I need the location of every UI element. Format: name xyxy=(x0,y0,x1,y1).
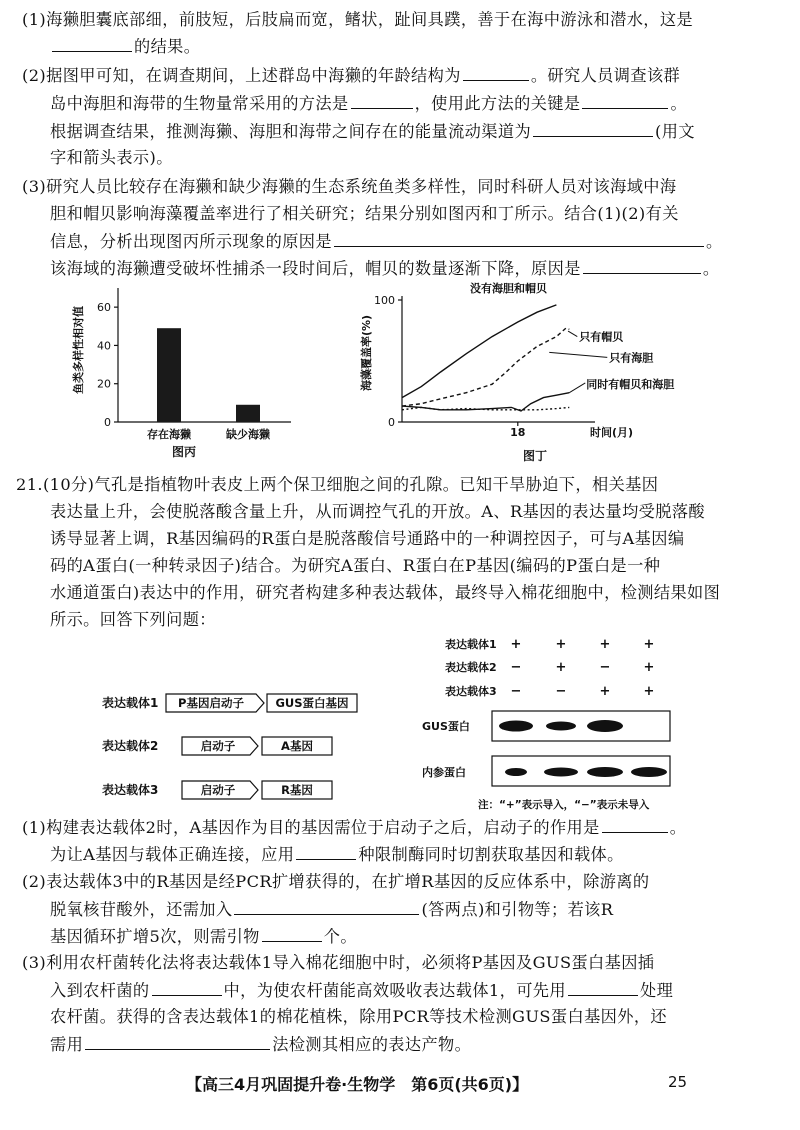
answer-blank[interactable] xyxy=(85,1036,270,1050)
q20-p3-line4: 该海域的海獭遭受破坏性捕杀一段时间后，帽贝的数量逐渐下降，原因是 。 xyxy=(50,259,720,278)
bing-category-label: 存在海獭 xyxy=(147,428,191,441)
answer-blank[interactable] xyxy=(351,95,413,109)
ding-leader-line xyxy=(568,331,577,337)
q21-s1-line1: (1)构建表达载体2时，A基因作为目的基因需位于启动子之后，启动子的作用是 。 xyxy=(22,818,687,837)
blot-sign: − xyxy=(510,660,522,675)
bing-ytick-label: 60 xyxy=(97,301,111,315)
figure-ding-line-chart xyxy=(350,278,710,463)
bing-bar xyxy=(157,328,181,422)
ref-band-lane2 xyxy=(544,768,578,777)
vector-3-promoter: 启动子 xyxy=(200,783,236,797)
ding-xtick-label: 18 xyxy=(510,426,526,439)
q21-line2: 表达量上升，会使脱落酸含量上升，从而调控气孔的开放。A、R基因的表达量均受脱落酸 xyxy=(50,502,705,521)
page-number: 25 xyxy=(668,1073,688,1091)
blot-sign: + xyxy=(599,637,611,652)
ding-series-label: 同时有帽贝和海胆 xyxy=(586,378,675,392)
blot-sign: + xyxy=(643,660,655,675)
blot-sign: − xyxy=(510,684,522,699)
page-footer: 【高三4月巩固提升卷·生物学 第6页(共6页)】 xyxy=(186,1075,529,1094)
vector-3-gene: R基因 xyxy=(281,783,313,797)
blot-sign: + xyxy=(643,637,655,652)
answer-blank[interactable] xyxy=(296,846,356,860)
ref-band-lane1 xyxy=(505,768,527,776)
q21-s3-line3: 农杆菌。获得的含表达载体1的棉花植株，除用PCR等技术检测GUS蛋白基因外，还 xyxy=(50,1007,668,1026)
vector-2-label: 表达载体2 xyxy=(102,739,159,753)
ding-annotation: 没有海胆和帽贝 xyxy=(470,282,547,295)
vector-3 xyxy=(102,781,332,799)
q20-p2-line1: (2)据图甲可知，在调查期间，上述群岛中海獭的年龄结构为 。研究人员调查该群 xyxy=(22,66,681,85)
ding-xlabel: 时间(月) xyxy=(590,426,634,439)
q21-line1: 21.(10分)气孔是指植物叶表皮上两个保卫细胞之间的孔隙。已知干旱胁迫下，相关基因 xyxy=(16,475,659,494)
ref-band-lane3 xyxy=(587,767,623,777)
ding-series-line xyxy=(402,328,569,406)
bing-bar xyxy=(236,405,260,422)
q21-s3-line1: (3)利用农杆菌转化法将表达载体1导入棉花细胞中时，必须将P基因及GUS蛋白基因插 xyxy=(22,953,655,972)
answer-blank[interactable] xyxy=(52,38,132,52)
answer-blank[interactable] xyxy=(533,123,653,137)
answer-blank[interactable] xyxy=(582,95,668,109)
answer-blank[interactable] xyxy=(583,260,701,274)
ding-leader-line xyxy=(569,383,585,393)
ding-ytick-label: 0 xyxy=(388,416,395,429)
q20-p1-line2: 的结果。 xyxy=(50,38,200,55)
blot-sign: + xyxy=(555,637,567,652)
q21-s2-line1: (2)表达载体3中的R基因是经PCR扩增获得的，在扩增R基因的反应体系中，除游离的 xyxy=(22,872,650,891)
vector-2-gene: A基因 xyxy=(281,739,313,753)
q21-s3-line4: 需用 法检测其相应的表达产物。 xyxy=(50,1035,472,1054)
blot-row-label-2: 表达载体2 xyxy=(445,661,497,674)
vector-2 xyxy=(102,737,332,755)
ding-leader-line xyxy=(549,352,607,357)
bing-title: 图丙 xyxy=(171,445,197,459)
blot-note: 注：“+”表示导入，“−”表示未导入 xyxy=(478,799,650,811)
figure-bing-bar-chart xyxy=(66,280,296,460)
q21-s1-line2: 为让A基因与载体正确连接，应用 种限制酶同时切割获取基因和载体。 xyxy=(50,845,624,864)
q21-s2-line2: 脱氧核苷酸外，还需加入 (答两点)和引物等；若该R xyxy=(50,900,614,919)
answer-blank[interactable] xyxy=(463,67,529,81)
vector-1-gene: GUS蛋白基因 xyxy=(275,696,349,710)
blot-sign: + xyxy=(643,684,655,699)
vector-1 xyxy=(102,694,357,712)
q20-p3-line3: 信息，分析出现图丙所示现象的原因是 。 xyxy=(50,232,723,251)
bing-ytick-label: 0 xyxy=(104,416,111,429)
q21-line4: 码的A蛋白(一种转录因子)结合。为研究A蛋白、R蛋白在P基因(编码的P蛋白是一种 xyxy=(50,556,661,575)
blot-sign: − xyxy=(599,660,611,675)
vector-1-label: 表达载体1 xyxy=(102,696,159,710)
bing-ylabel: 鱼类多样性相对值 xyxy=(72,306,85,394)
q20-p3-line1: (3)研究人员比较存在海獭和缺少海獭的生态系统鱼类多样性，同时科研人员对该海域中海 xyxy=(22,177,677,196)
q20-p2-line2: 岛中海胆和海带的生物量常采用的方法是 ，使用此方法的关键是 。 xyxy=(50,94,688,113)
answer-blank[interactable] xyxy=(602,819,668,833)
q20-p3-line2: 胆和帽贝影响海藻覆盖率进行了相关研究；结果分别如图丙和丁所示。结合(1)(2)有关 xyxy=(50,204,679,223)
gus-band-lane2 xyxy=(546,722,576,731)
ding-title: 图丁 xyxy=(522,449,548,463)
blot-sign: + xyxy=(599,684,611,699)
vector-diagrams xyxy=(100,688,400,808)
bing-category-label: 缺少海獭 xyxy=(226,428,270,441)
answer-blank[interactable] xyxy=(568,982,638,996)
answer-blank[interactable] xyxy=(152,982,222,996)
gus-band-lane1 xyxy=(499,721,533,732)
vector-1-promoter: P基因启动子 xyxy=(178,696,244,710)
ding-ytick-label: 100 xyxy=(374,294,395,307)
q21-s3-line2: 入到农杆菌的 中，为使农杆菌能高效吸收表达载体1，可先用 处理 xyxy=(50,981,674,1000)
q21-s2-line3: 基因循环扩增5次，则需引物 个。 xyxy=(50,927,357,946)
western-blot xyxy=(420,634,730,814)
ref-band-lane4 xyxy=(631,767,667,777)
q20-p2-line3: 根据调查结果，推测海獭、海胆和海带之间存在的能量流动渠道为 (用文 xyxy=(50,122,695,141)
answer-blank[interactable] xyxy=(234,901,419,915)
answer-blank[interactable] xyxy=(334,233,704,247)
ding-series-label: 只有海胆 xyxy=(609,351,654,365)
q21-line5: 水通道蛋白)表达中的作用，研究者构建多种表达载体，最终导入棉花细胞中，检测结果如图 xyxy=(50,583,721,602)
q21-line3: 诱导显著上调，R基因编码的R蛋白是脱落酸信号通路中的一种调控因子，可与A基因编 xyxy=(50,529,685,548)
q20-p1-line1: (1)海獭胆囊底部细，前肢短，后肢扁而宽，鳍状，趾间具蹼，善于在海中游泳和潜水，这是 xyxy=(22,10,694,29)
bing-ytick-label: 20 xyxy=(97,377,111,391)
gus-band-lane3 xyxy=(587,720,623,732)
internal-ref-label: 内参蛋白 xyxy=(422,766,466,779)
blot-row-label-1: 表达载体1 xyxy=(445,638,497,651)
ding-series-label: 只有帽贝 xyxy=(579,330,624,344)
ding-series-line xyxy=(402,393,569,411)
vector-2-promoter: 启动子 xyxy=(200,739,236,753)
q21-line6: 所示。回答下列问题： xyxy=(50,610,216,629)
blot-row-label-3: 表达载体3 xyxy=(445,685,497,698)
bing-ytick-label: 40 xyxy=(97,339,111,353)
blot-sign: + xyxy=(510,637,522,652)
vector-3-label: 表达载体3 xyxy=(102,783,159,797)
gus-protein-label: GUS蛋白 xyxy=(422,720,470,733)
ding-ylabel: 海藻覆盖率(%) xyxy=(360,314,373,392)
blot-sign: − xyxy=(555,684,567,699)
blot-sign: + xyxy=(555,660,567,675)
q20-p2-line4: 字和箭头表示)。 xyxy=(50,148,173,167)
answer-blank[interactable] xyxy=(262,928,322,942)
ding-series-line xyxy=(402,305,556,398)
